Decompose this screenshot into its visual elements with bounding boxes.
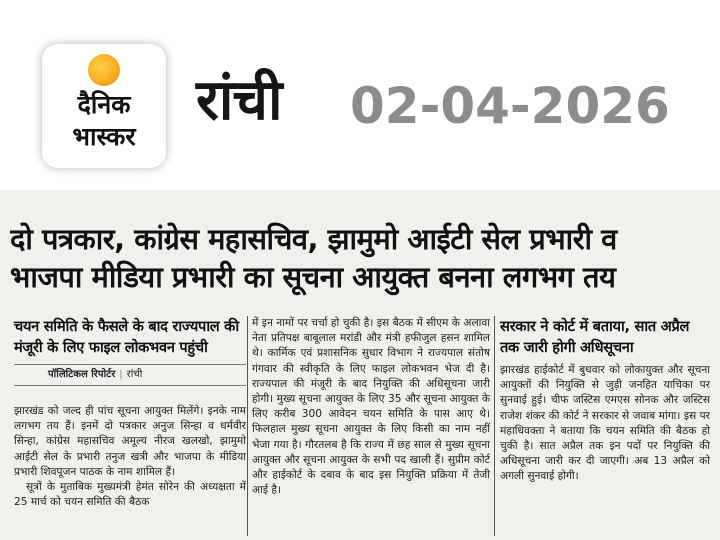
sun-icon [88, 54, 120, 86]
logo-text-line1: दैनिक [77, 90, 131, 119]
masthead [0, 0, 720, 190]
newspaper-clipping [0, 190, 720, 540]
headline-line1: दो पत्रकार, कांग्रेस महासचिव, झामुमो आईटी सेल प्रभारी व [10, 222, 617, 256]
article-column-2 [252, 316, 490, 498]
dainik-bhaskar-logo [42, 44, 166, 168]
byline-reporter: पॉलिटिकल रिपोर्टर [48, 369, 116, 380]
article-column-3 [500, 316, 710, 485]
article-column-1 [14, 316, 246, 510]
side-story-body: झारखंड हाईकोर्ट में बुधवार को लोकायुक्त और सूचना आयुक्तों की नियुक्ति से जुड़ी जनहित याचिका पर सुनवाई हुई। चीफ जस्टिस एमएस सोनक और जस्टिस राजेश शंकर की कोर्ट ने सरकार से जवाब मांगा। इस पर महाधिवक्ता ने बताया कि चयन समिति की बैठक हो चुकी है। सात अप्रैल तक इन पदों पर नियुक्ति की अधिसूचना जारी कर दी जाएगी। अब 13 अप्रैल को अगली सुनवाई होगी। [500, 364, 710, 483]
body-paragraph: में इन नामों पर चर्चा हो चुकी है। इस बैठक में सीएम के अलावा नेता प्रतिपक्ष बाबूलाल मरांडी और मंत्री हफीजुल हसन शामिल थे। कार्मिक एवं प्रशासनिक सुधार विभाग ने राज्यपाल संतोष गंगवार की स्वीकृति के लिए फाइल लोकभवन भेज दी है। राज्यपाल की मंजूरी के बाद नियुक्ति की अधिसूचना जारी होगी। मुख्य सूचना आयुक्त के लिए 35 और सूचना आयुक्त के लिए करीब 300 आवेदन चयन समिति के पास आए थे। फिलहाल मुख्य सूचना आयुक्त के लिए किसी का नाम नहीं भेजा गया है। गौरतलब है कि राज्य में छह साल से मुख्य सूचना आयुक्त और सूचना आयुक्त के सभी पद खाली हैं। सुप्रीम कोर्ट और हाईकोर्ट के दबाव के बाद इस नियुक्ति प्रक्रिया में तेजी आई है। [252, 317, 490, 497]
edition-date: 02-04-2026 [350, 77, 670, 135]
side-story-headline: सरकार ने कोर्ट में बताया, सात अप्रैल तक जारी होगी अधिसूचना [500, 318, 690, 356]
byline-separator: | [119, 369, 123, 380]
city-name: रांची [196, 68, 282, 133]
headline-line2: भाजपा मीडिया प्रभारी का सूचना आयुक्त बनना लगभग तय [10, 260, 616, 294]
body-paragraph: सूत्रों के मुताबिक मुख्यमंत्री हेमंत सोरेन की अध्यक्षता में 25 मार्च को चयन समिति की बैठक [14, 481, 246, 509]
headline [10, 220, 712, 296]
column-divider [247, 316, 248, 536]
byline-city: रांची [126, 369, 143, 380]
column-divider [494, 316, 495, 536]
body-paragraph: झारखंड को जल्द ही पांच सूचना आयुक्त मिलेंगे। इनके नाम लगभग तय हैं। इनमें दो पत्रकार अनुज सिन्हा व धर्मवीर सिन्हा, कांग्रेस महासचिव अमूल्य नीरज खलखो, झामुमो आईटी सेल के प्रभारी तनुज खत्री और भाजपा के मीडिया प्रभारी शिवपूजन पाठक के नाम शामिल हैं। [14, 405, 246, 478]
sub-headline: चयन समिति के फैसले के बाद राज्यपाल की मंजूरी के लिए फाइल लोकभवन पहुंची [14, 318, 239, 356]
byline [14, 364, 246, 386]
logo-text-line2: भास्कर [72, 122, 136, 151]
